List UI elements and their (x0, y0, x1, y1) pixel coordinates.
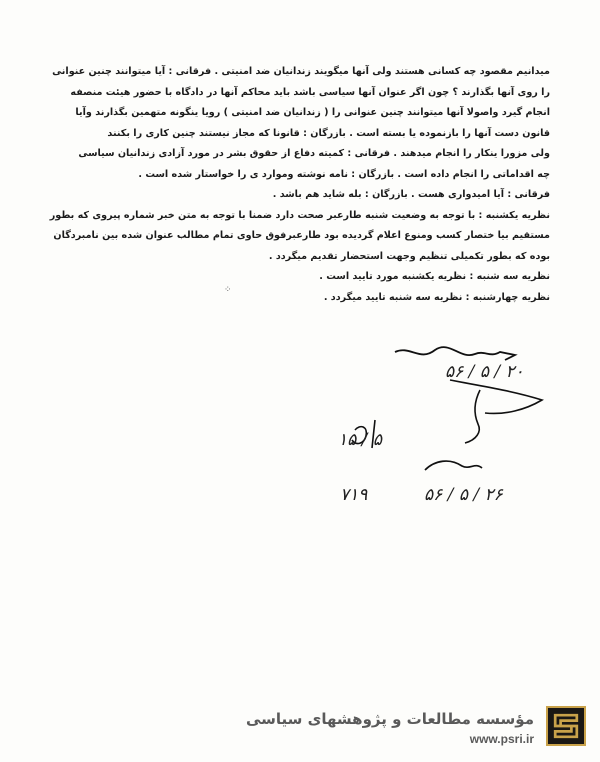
signature-stroke (450, 380, 542, 413)
transcript-line: فرقانی : آیا امیدواری هست . بازرگان : بله شاید هم باشد . (272, 189, 550, 200)
watermark-footer (245, 702, 586, 754)
transcript-line: انجام گیرد واصولا آنها میتوانند چنین عنوانی را ( زندانیان ضد امنیتی ) رویا ینگونه متهمین بگذارند وآیا (75, 107, 550, 118)
typed-transcript (49, 62, 550, 308)
signature-top (395, 347, 515, 360)
institute-url: www.psri.ir (469, 732, 534, 746)
handwritten-date-bottom: ۲۶ / ۵ / ۵۶ (424, 485, 503, 505)
transcript-line: قانون دست آنها را بازنموده یا بسته است . بازرگان : قانونا که مجاز نیستند چنین کاری را بکنند (107, 127, 550, 139)
transcript-line: نظریه یکشنبه : با توجه به وضعیت شنبه طارعبر صحت دارد ضمنا با توجه به متن خبر شماره پیروی که بطور (49, 209, 550, 221)
transcript-line: چه اقداماتی را انجام داده است . بازرگان : نامه نوشته وموارد ی را خواستار شده است . (138, 168, 550, 180)
transcript-line: نظریه سه شنبه : نظریه یکشنبه مورد تایید است . (319, 271, 550, 282)
transcript-line: ولی مزورا ینکار را انجام میدهند . فرقانی : کمیته دفاع از حقوق بشر در مورد آزادی زندانیان سیاسی (78, 148, 550, 159)
handwritten-initials: ۷۱۹ (340, 485, 368, 505)
handwritten-note: ۵ / ۱۵ (338, 430, 382, 450)
signature-middle (465, 390, 480, 443)
institute-name: مؤسسه مطالعات و پژوهشهای سیاسی (245, 710, 534, 728)
transcript-line: مستقیم بیا ختصار کسب ومنوع اعلام گردیده بود طارعبرفوق حاوی تمام مطالب عنوان شده بین نامبردگان (53, 230, 550, 241)
transcript-line: نظریه چهارشنبه : نظریه سه شنبه تایید میگردد . (323, 291, 550, 303)
transcript-line: میدانیم مقصود چه کسانی هستند ولی آنها میگویند زندانیان ضد امنیتی . فرقانی : آیا میتوانند چنین عنوانی (52, 66, 550, 77)
scan-speck: ⁘ (224, 285, 232, 295)
transcript-line: بوده که بطور تکمیلی تنظیم وجهت استحضار تقدیم میگردد . (268, 250, 550, 262)
handwritten-date-top: ۲۰ / ۵ / ۵۶ (445, 362, 524, 382)
institute-logo-icon (546, 706, 586, 746)
transcript-line: را روی آنها بگذارند ؟ چون اگر عنوان آنها سیاسی باشد باید محاکم آنها در دادگاه با حضور هیئت منصفه (70, 86, 550, 98)
signature-bottom (425, 461, 482, 470)
